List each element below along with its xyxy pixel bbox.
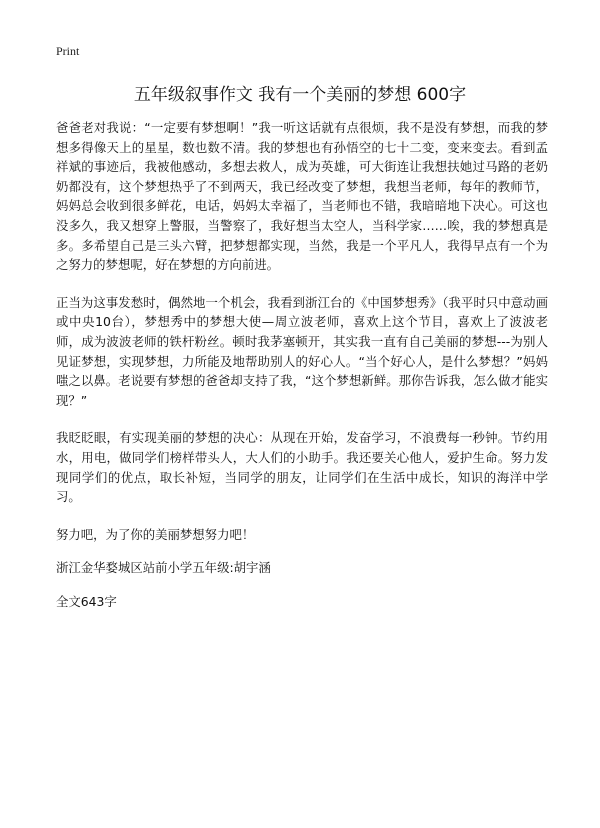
author-line: 浙江金华婺城区站前小学五年级:胡宇涵 (56, 560, 271, 576)
paragraph-3: 我眨眨眼，有实现美丽的梦想的决心：从现在开始，发奋学习，不浪费每一秒钟。节约用水，用电，做同学们榜样带头人，大人们的小助手。我还要关心他人，爱护生命。努力发现同学们的优点，取长补短，当同学的朋友，让同学们在生活中成长，知识的海洋中学习。 (56, 430, 548, 505)
word-count: 全文643字 (56, 593, 117, 609)
page-title: 五年级叙事作文 我有一个美丽的梦想 600字 (133, 85, 467, 105)
paragraph-2: 正当为这事发愁时，偶然地一个机会，我看到浙江台的《中国梦想秀》（我平时只中意动画或中央10台），梦想秀中的梦想大使—周立波老师，喜欢上这个节目，喜欢上了波波老师，成为波波老师的铁杆粉丝。顿时我茅塞顿开，其实我一直有自己美丽的梦想---为别人见证梦想，实现梦想，力所能及地帮助别人的好心人。“当个好心人，是什么梦想？”妈妈嗤之以鼻。老说要有梦想的爸爸却支持了我，“这个梦想新鲜。那你告诉我，怎么做才能实现？” (56, 294, 548, 408)
paragraph-4: 努力吧，为了你的美丽梦想努力吧！ (56, 526, 255, 542)
article-body (56, 118, 548, 629)
print-link[interactable]: Print (56, 44, 80, 58)
paragraph-1: 爸爸老对我说：“一定要有梦想啊！”我一听这话就有点很烦，我不是没有梦想，而我的梦想多得像天上的星星，数也数不清。我的梦想也有孙悟空的七十二变，变来变去。看到孟祥斌的事迹后，我被他感动，多想去救人，成为英雄，可大街连让我想扶她过马路的老奶奶都没有，这个梦想热乎了不到两天，我已经改变了梦想，我想当老师，每年的教师节，妈妈总会收到很多鲜花，电话，妈妈太幸福了，当老师也不错，我暗暗地下决心。可这也没多久，我又想穿上警服，当警察了，我好想当太空人，当科学家……唉，我的梦想真是多。多希望自己是三头六臂，把梦想都实现，当然，我是一个平凡人，我得早点有一个为之努力的梦想呢，好在梦想的方向前进。 (56, 120, 548, 273)
